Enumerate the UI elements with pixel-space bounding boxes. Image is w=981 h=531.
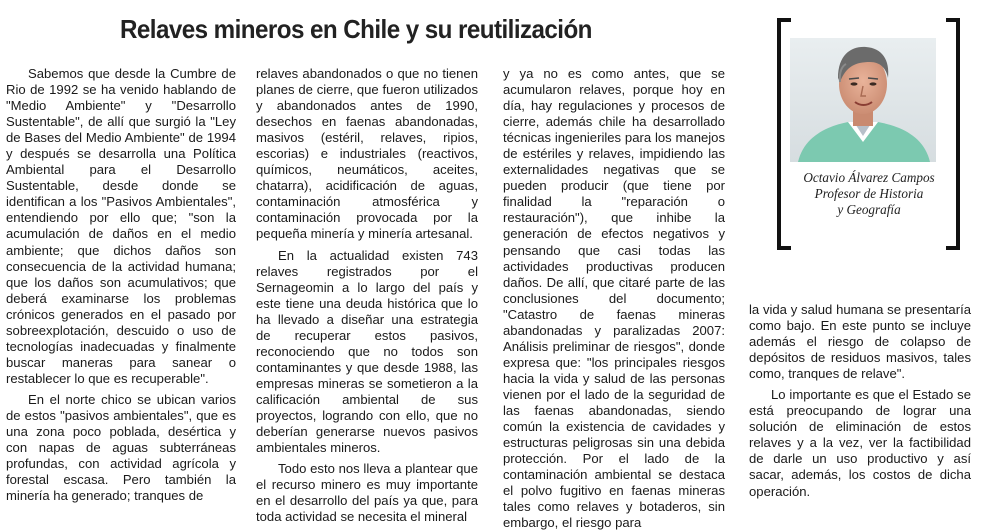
author-photo: [790, 38, 936, 162]
frame-corner: [946, 18, 960, 22]
paragraph: relaves abandonados o que no tienen planes de cierre, que fueron utilizados y abandonados antes de 1990, desechos en faenas abandonadas, masivos (estéril, relaves, ripios, escorias) e industriales (reactivos, químicos, neumáticos, aceites, chatarra), acidificación de aguas, contaminación atmosférica y contaminación provocada por la pequeña minería y minería artesanal.: [256, 66, 478, 242]
frame-corner: [777, 246, 791, 250]
author-name: Octavio Álvarez Campos: [803, 170, 935, 185]
paragraph: y ya no es como antes, que se acumularon relaves, porque hoy en día, hay regulaciones y procesos de cierre, además chile ha desarrollado técnicas ingenieriles para los manejos de estériles y relaves, impidiendo las externalidades negativas que se pueden producir (que tiene por finalidad la "reparación o restauración"), que inhibe la generación de efectos negativos y pensando que casi todas las actividades productivas producen daños. De allí, que citaré parte de las conclusiones del documento; "Catastro de faenas mineras abandonadas y paralizadas 2007: Análisis preliminar de riesgos", donde expresa que: "los principales riesgos hacia la vida y salud de las personas vienen por el lado de la seguridad de las faenas abandonadas, siendo común la existencia de cavidades y estructuras peligrosas sin una debida protección. Por el lado de la contaminación ambiental se destaca el polvo fugitivo en faenas mineras tales como relaves y botaderos, sin embargo, el riesgo para: [503, 66, 725, 531]
paragraph: En la actualidad existen 743 relaves registrados por el Sernageomin a lo largo del país y este tiene una deuda histórica que lo ha llevado a diseñar una estrategia de recuperar estos pasivos, reconociendo que no todos son contaminantes y que desde 1988, las empresas mineras se sometieron a la calificación ambiental de sus proyectos, logrando con ello, que no deberían generarse nuevos pasivos ambientales mineros.: [256, 247, 478, 456]
author-caption: [782, 170, 956, 218]
paragraph: Sabemos que desde la Cumbre de Rio de 1992 se ha venido hablando de "Medio Ambiente" y "Desarrollo Sustentable", de allí que surgió la "Ley de Bases del Medio Ambiente" de 1994 y después se desarrolla una Política Ambiental para el Desarrollo Sustentable, desde donde se identifican a los "Pasivos Ambientales", entendiendo por ello que; "son la acumulación de daños en el medio ambiente; que dichos daños son consecuencia de la actividad humana; que los daños son acumulativos; que deberá examinarse los problemas crónicos generados en el pasado por sobreexplotación, descuido o uso de tecnologías inadecuadas y finalmente buscar maneras para sanear o restablecer lo que es recuperable".: [6, 66, 236, 386]
paragraph: En el norte chico se ubican varios de estos "pasivos ambientales", que es una zona poco poblada, desértica y con napas de aguas subterráneas profundas, con actividad agrícola y forestal escasa. Pero también la minería ha generado; tranques de: [6, 391, 236, 504]
article-column-3: [503, 66, 725, 531]
frame-corner: [946, 246, 960, 250]
paragraph: la vida y salud humana se presentaría como bajo. En este punto se incluye además el riesgo de colapso de depósitos de residuos masivos, tales como, tranques de relave".: [749, 302, 971, 382]
article-title: Relaves mineros en Chile y su reutilización: [120, 14, 592, 44]
article-column-1: [6, 66, 236, 504]
frame-corner: [777, 18, 781, 250]
paragraph: Todo esto nos lleva a plantear que el recurso minero es muy importante en el desarrollo del país ya que, para toda actividad se necesita el mineral: [256, 461, 478, 525]
article-column-4: [749, 302, 971, 500]
frame-corner: [777, 18, 791, 22]
author-role-2: y Geografía: [837, 202, 901, 217]
author-role: Profesor de Historia: [814, 186, 924, 201]
frame-corner: [956, 18, 960, 250]
paragraph: Lo importante es que el Estado se está preocupando de lograr una solución de eliminación de estos relaves y a la vez, ver la factibilidad de darle un uso productivo y así sacar, además, los costos de dicha operación.: [749, 387, 971, 499]
article-column-2: [256, 66, 478, 525]
